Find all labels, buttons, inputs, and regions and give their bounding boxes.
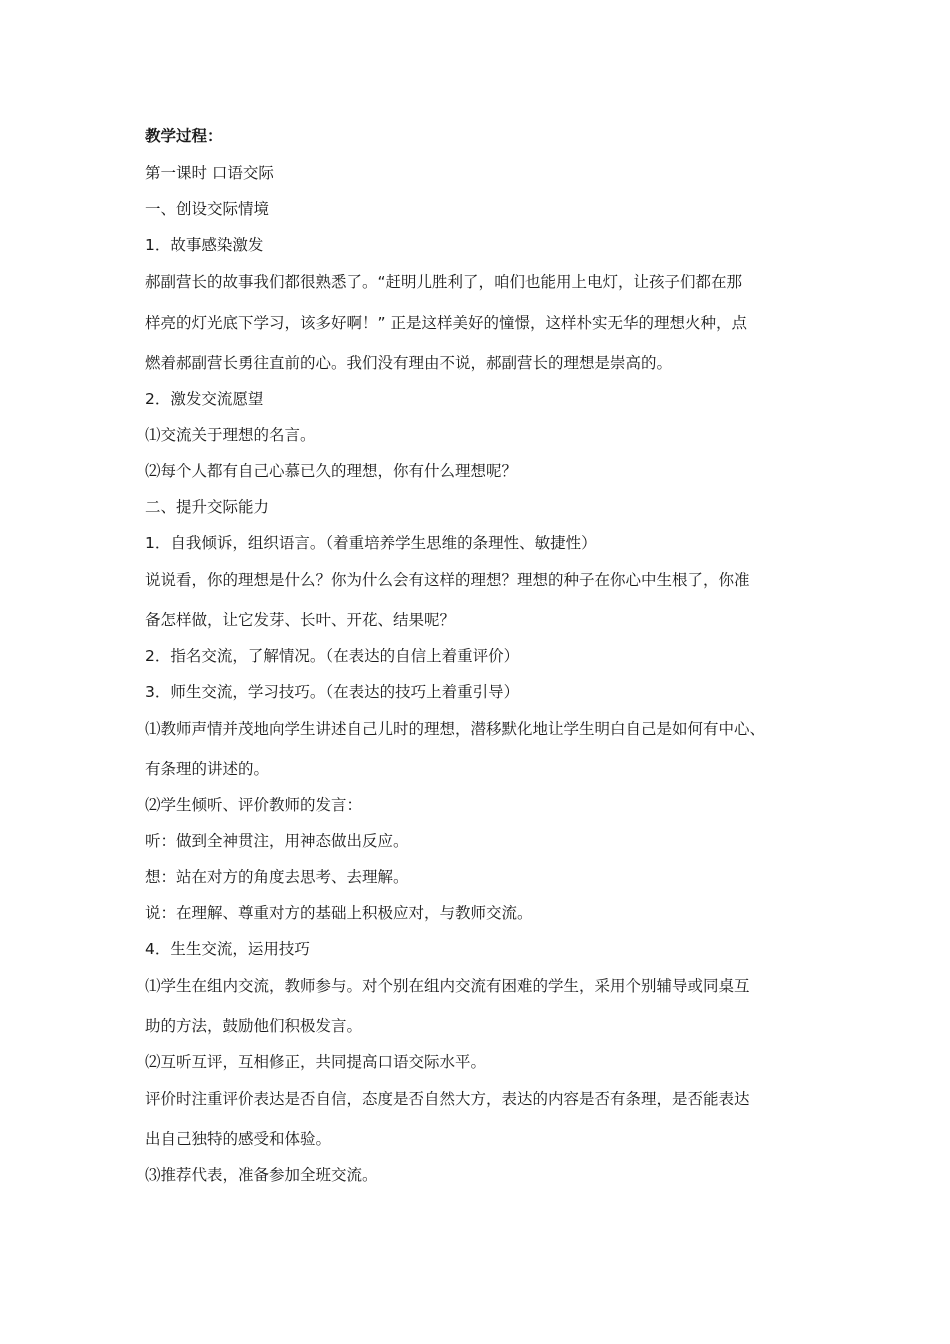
step-heading: 3．师生交流，学习技巧。（在表达的技巧上着重引导） xyxy=(145,683,520,701)
paragraph-line: 出自己独特的感受和体验。 xyxy=(145,1130,332,1148)
part-heading: 二、提升交际能力 xyxy=(145,498,270,516)
section-heading: 教学过程： xyxy=(145,127,223,145)
step-heading: 1．故事感染激发 xyxy=(145,236,264,254)
paragraph-line: 样亮的灯光底下学习，该多好啊！” 正是这样美好的憧憬，这样朴实无华的理想火种，点 xyxy=(145,314,747,332)
paragraph-line: 听：做到全神贯注，用神态做出反应。 xyxy=(145,832,409,850)
paragraph-line: 说：在理解、尊重对方的基础上积极应对，与教师交流。 xyxy=(145,904,533,922)
step-heading: 4．生生交流，运用技巧 xyxy=(145,940,310,958)
list-item: ⑶推荐代表，准备参加全班交流。 xyxy=(145,1166,378,1184)
paragraph-line: 说说看，你的理想是什么？你为什么会有这样的理想？理想的种子在你心中生根了，你准 xyxy=(145,571,750,589)
paragraph-line: 评价时注重评价表达是否自信，态度是否自然大方，表达的内容是否有条理，是否能表达 xyxy=(145,1090,750,1108)
part-heading: 一、创设交际情境 xyxy=(145,200,270,218)
list-item: ⑵互听互评，互相修正，共同提高口语交际水平。 xyxy=(145,1053,487,1071)
list-item: ⑴交流关于理想的名言。 xyxy=(145,426,316,444)
paragraph-line: 郝副营长的故事我们都很熟悉了。“赶明儿胜利了，咱们也能用上电灯，让孩子们都在那 xyxy=(145,273,743,291)
paragraph-line: 有条理的讲述的。 xyxy=(145,760,270,778)
step-heading: 2．指名交流，了解情况。（在表达的自信上着重评价） xyxy=(145,647,520,665)
paragraph-line: 想：站在对方的角度去思考、去理解。 xyxy=(145,868,409,886)
paragraph-line: 燃着郝副营长勇往直前的心。我们没有理由不说，郝副营长的理想是崇高的。 xyxy=(145,354,673,372)
list-item: ⑴学生在组内交流，教师参与。对个别在组内交流有困难的学生，采用个别辅导或同桌互 xyxy=(145,977,750,995)
lesson-title: 第一课时 口语交际 xyxy=(145,164,274,182)
list-item: ⑵学生倾听、评价教师的发言： xyxy=(145,796,363,814)
step-heading: 2．激发交流愿望 xyxy=(145,390,264,408)
list-item: ⑴教师声情并茂地向学生讲述自己儿时的理想，潜移默化地让学生明白自己是如何有中心、 xyxy=(145,720,766,738)
list-item: ⑵每个人都有自己心慕已久的理想，你有什么理想呢？ xyxy=(145,462,518,480)
paragraph-line: 备怎样做，让它发芽、长叶、开花、结果呢？ xyxy=(145,611,456,629)
step-heading: 1．自我倾诉，组织语言。（着重培养学生思维的条理性、敏捷性） xyxy=(145,534,597,552)
paragraph-line: 助的方法，鼓励他们积极发言。 xyxy=(145,1017,363,1035)
